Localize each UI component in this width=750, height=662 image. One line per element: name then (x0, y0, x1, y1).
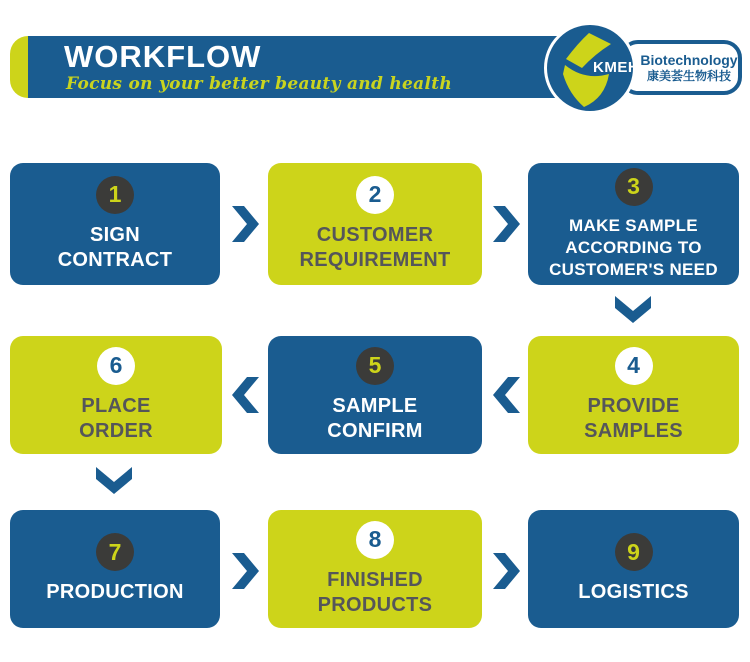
step-7-production (10, 510, 220, 628)
step-label-line: CONTRACT (57, 248, 173, 271)
logo-kmeh-label: KMEH (593, 59, 640, 76)
step-label-line: PROVIDE (587, 394, 680, 417)
step-6-place-order (10, 336, 222, 454)
step-3-make-sample (528, 163, 739, 285)
step-label-line: MAKE SAMPLE (569, 215, 698, 235)
step-label-line: CUSTOMER (316, 223, 434, 246)
step-2-customer-requirement (268, 163, 482, 285)
step-8-label (318, 568, 433, 618)
arrow-down-icon (615, 296, 651, 323)
step-6-number-badge (97, 347, 135, 385)
step-4-label (584, 394, 683, 444)
header-banner (28, 36, 610, 98)
step-label-line: CUSTOMER'S NEED (549, 259, 718, 279)
step-number: 8 (368, 526, 382, 552)
step-2-label (299, 223, 450, 273)
step-label-line: ORDER (79, 419, 153, 442)
step-2-number-badge (356, 176, 394, 214)
step-label-line: FINISHED (327, 568, 423, 591)
step-8-finished-products (268, 510, 482, 628)
arrow-right-icon (493, 206, 520, 242)
step-label-line: LOGISTICS (578, 581, 689, 603)
step-1-label (58, 223, 173, 273)
arrow-right-icon (493, 553, 520, 589)
step-label-line: PRODUCTION (46, 581, 184, 603)
step-7-number-badge (96, 533, 134, 571)
step-number: 4 (627, 352, 640, 378)
step-label-line: SAMPLES (584, 419, 683, 442)
step-3-number-badge (615, 168, 653, 206)
arrow-right-icon (232, 206, 259, 242)
step-label-line: SIGN (89, 223, 141, 246)
step-1-number-badge (96, 176, 134, 214)
step-number: 2 (368, 181, 382, 207)
step-number: 9 (627, 538, 640, 565)
step-4-provide-samples (528, 336, 739, 454)
step-number: 7 (108, 538, 122, 565)
step-4-number-badge (615, 347, 653, 385)
logo-chinese-label: 康美荟生物科技 (646, 68, 731, 83)
arrow-down-icon (96, 467, 132, 494)
arrow-left-icon (493, 377, 520, 413)
page-title: WORKFLOW (64, 39, 262, 74)
step-number: 3 (627, 173, 640, 199)
step-5-label (327, 394, 422, 444)
step-number: 1 (108, 181, 122, 207)
step-label-line: PRODUCTS (317, 593, 433, 616)
logo-mark (544, 22, 640, 114)
step-9-logistics (528, 510, 739, 628)
step-9-number-badge (615, 533, 653, 571)
step-label-line: CONFIRM (327, 419, 423, 442)
step-1-sign-contract (10, 163, 220, 285)
step-9-label (578, 580, 688, 605)
step-7-label (46, 580, 183, 605)
step-label-line: REQUIREMENT (299, 248, 451, 271)
step-label-line: PLACE (81, 394, 151, 417)
step-label-line: SAMPLE (332, 394, 418, 417)
page-subtitle: Focus on your better beauty and health (66, 74, 453, 94)
step-6-label (79, 394, 153, 444)
arrow-left-icon (232, 377, 259, 413)
step-label-line: ACCORDING TO (565, 237, 702, 257)
step-5-sample-confirm (268, 336, 482, 454)
step-8-number-badge (356, 521, 394, 559)
logo-biotechnology-label: Biotechnology (640, 51, 738, 68)
step-number: 6 (109, 352, 123, 378)
step-3-label (549, 215, 718, 281)
arrow-right-icon (232, 553, 259, 589)
step-number: 5 (368, 352, 382, 378)
step-5-number-badge (356, 347, 394, 385)
